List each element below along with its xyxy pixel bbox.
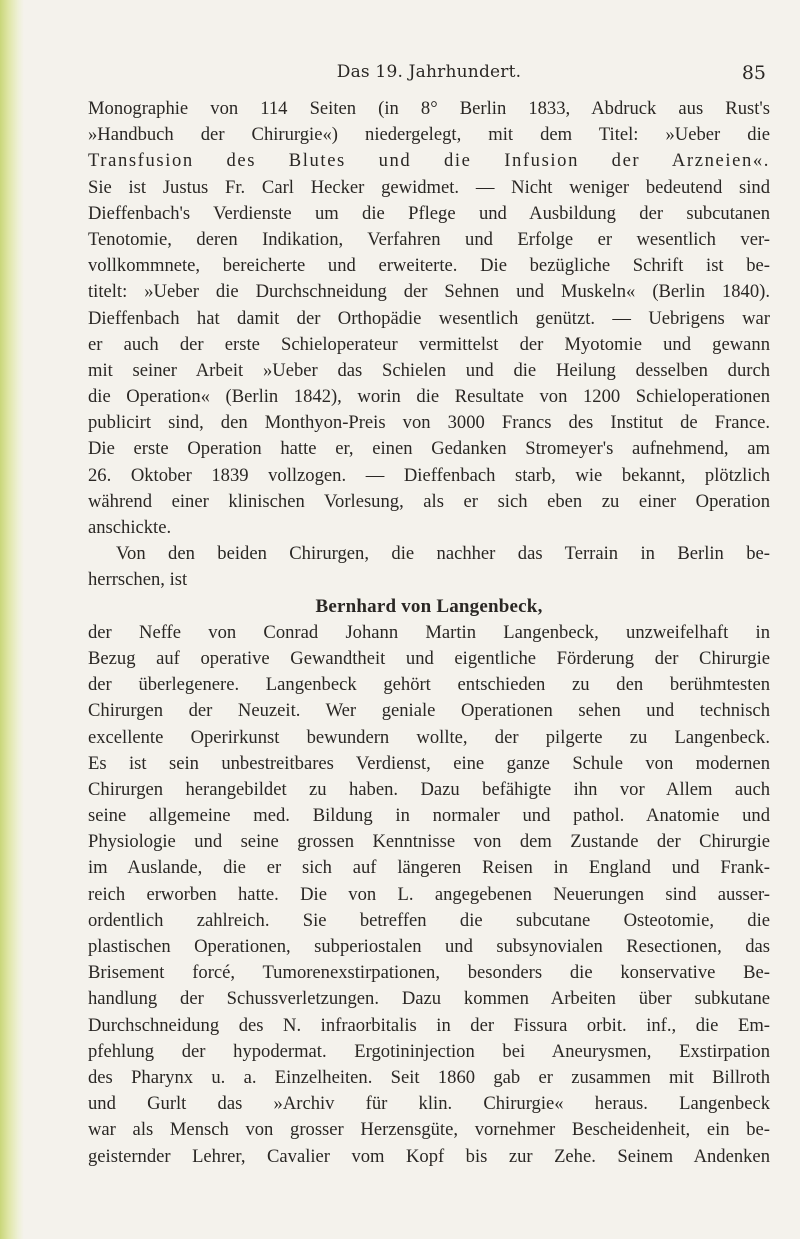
text-line: und Gurlt das »Archiv für klin. Chirurgie« heraus. Langenbeck: [88, 1093, 770, 1115]
text-line: Chirurgen der Neuzeit. Wer geniale Operationen sehen und technisch: [88, 700, 770, 722]
text-line: Chirurgen herangebildet zu haben. Dazu befähigte ihn vor Allem auch: [88, 778, 770, 800]
text-line: seine allgemeine med. Bildung in normaler und pathol. Anatomie und: [88, 805, 770, 827]
text-line: geisternder Lehrer, Cavalier vom Kopf bis zur Zehe. Seinem Andenken: [88, 1145, 770, 1167]
text-line: Brisement forcé, Tumorenexstirpationen, besonders die konservative Be-: [88, 962, 770, 984]
text-line: reich erworben hatte. Die von L. angegebenen Neuerungen sind ausser-: [88, 883, 770, 905]
text-line: excellente Operirkunst bewundern wollte, der pilgerte zu Langenbeck.: [88, 726, 770, 748]
text-line: Monographie von 114 Seiten (in 8° Berlin 1833, Abdruck aus Rust's: [88, 98, 770, 119]
text-line: Physiologie und seine grossen Kenntnisse von dem Zustande der Chirurgie: [88, 831, 770, 853]
book-spine-edge: [0, 0, 24, 1239]
text-line: Von den beiden Chirurgen, die nachher das Terrain in Berlin be-: [116, 543, 770, 565]
text-line: der überlegenere. Langenbeck gehört entschieden zu den berühmtesten: [88, 674, 770, 696]
text-line: mit seiner Arbeit »Ueber das Schielen und die Heilung desselben durch: [88, 359, 770, 381]
text-line: ordentlich zahlreich. Sie betreffen die subcutane Osteotomie, die: [88, 909, 770, 931]
text-line: handlung der Schussverletzungen. Dazu kommen Arbeiten über subkutane: [88, 988, 770, 1010]
text-line: Bezug auf operative Gewandtheit und eigentliche Förderung der Chirurgie: [88, 647, 770, 669]
text-line: titelt: »Ueber die Durchschneidung der Sehnen und Muskeln« (Berlin 1840).: [88, 281, 770, 303]
body-text: [88, 96, 770, 1170]
text-line: Dieffenbach's Verdienste um die Pflege und Ausbildung der subcutanen: [88, 202, 770, 224]
text-line: Durchschneidung des N. infraorbitalis in der Fissura orbit. inf., die Em-: [88, 1014, 770, 1036]
text-line: Sie ist Justus Fr. Carl Hecker gewidmet. — Nicht weniger bedeutend sind: [88, 176, 770, 198]
text-line: pfehlung der hypodermat. Ergotininjection bei Aneurysmen, Exstirpation: [88, 1040, 770, 1062]
text-line: die Operation« (Berlin 1842), worin die Resultate von 1200 Schieloperationen: [88, 386, 770, 408]
text-line: der Neffe von Conrad Johann Martin Langenbeck, unzweifelhaft in: [88, 621, 770, 643]
text-line: Dieffenbach hat damit der Orthopädie wesentlich genützt. — Uebrigens war: [88, 307, 770, 329]
text-line: herrschen, ist: [88, 569, 188, 591]
text-line: des Pharynx u. a. Einzelheiten. Seit 1860 gab er zusammen mit Billroth: [88, 1066, 770, 1088]
text-line: war als Mensch von grosser Herzensgüte, vornehmer Bescheidenheit, ein be-: [88, 1119, 770, 1141]
text-line: Die erste Operation hatte er, einen Gedanken Stromeyer's aufnehmend, am: [88, 438, 770, 460]
page-header: [88, 0, 770, 84]
text-line: im Auslande, die er sich auf längeren Reisen in England und Frank-: [88, 857, 770, 879]
page-number: 85: [741, 62, 766, 84]
text-line: vollkommnete, bereicherte und erweiterte. Die bezügliche Schrift ist be-: [88, 255, 770, 277]
text-line: Tenotomie, deren Indikation, Verfahren und Erfolge er wesentlich ver-: [88, 228, 770, 250]
text-line: »Handbuch der Chirurgie«) niedergelegt, mit dem Titel: »Ueber die: [88, 124, 770, 146]
section-heading: Bernhard von Langenbeck,: [315, 595, 543, 617]
text-line: Es ist sein unbestreitbares Verdienst, eine ganze Schule von modernen: [88, 752, 770, 774]
text-line: publicirt sind, den Monthyon-Preis von 3000 Francs des Institut de France.: [88, 412, 770, 434]
text-line: plastischen Operationen, subperiostalen und subsynovialen Resectionen, das: [88, 936, 770, 957]
text-line: Transfusion des Blutes und die Infusion der Arzneien«.: [88, 150, 770, 172]
text-line: er auch der erste Schieloperateur vermittelst der Myotomie und gewann: [88, 333, 770, 355]
text-line: anschickte.: [88, 517, 172, 538]
text-line: 26. Oktober 1839 vollzogen. — Dieffenbach starb, wie bekannt, plötzlich: [88, 464, 770, 486]
book-page: [88, 0, 770, 1239]
text-line: während einer klinischen Vorlesung, als er sich eben zu einer Operation: [88, 490, 770, 512]
running-title: Das 19. Jahrhundert.: [336, 62, 522, 82]
